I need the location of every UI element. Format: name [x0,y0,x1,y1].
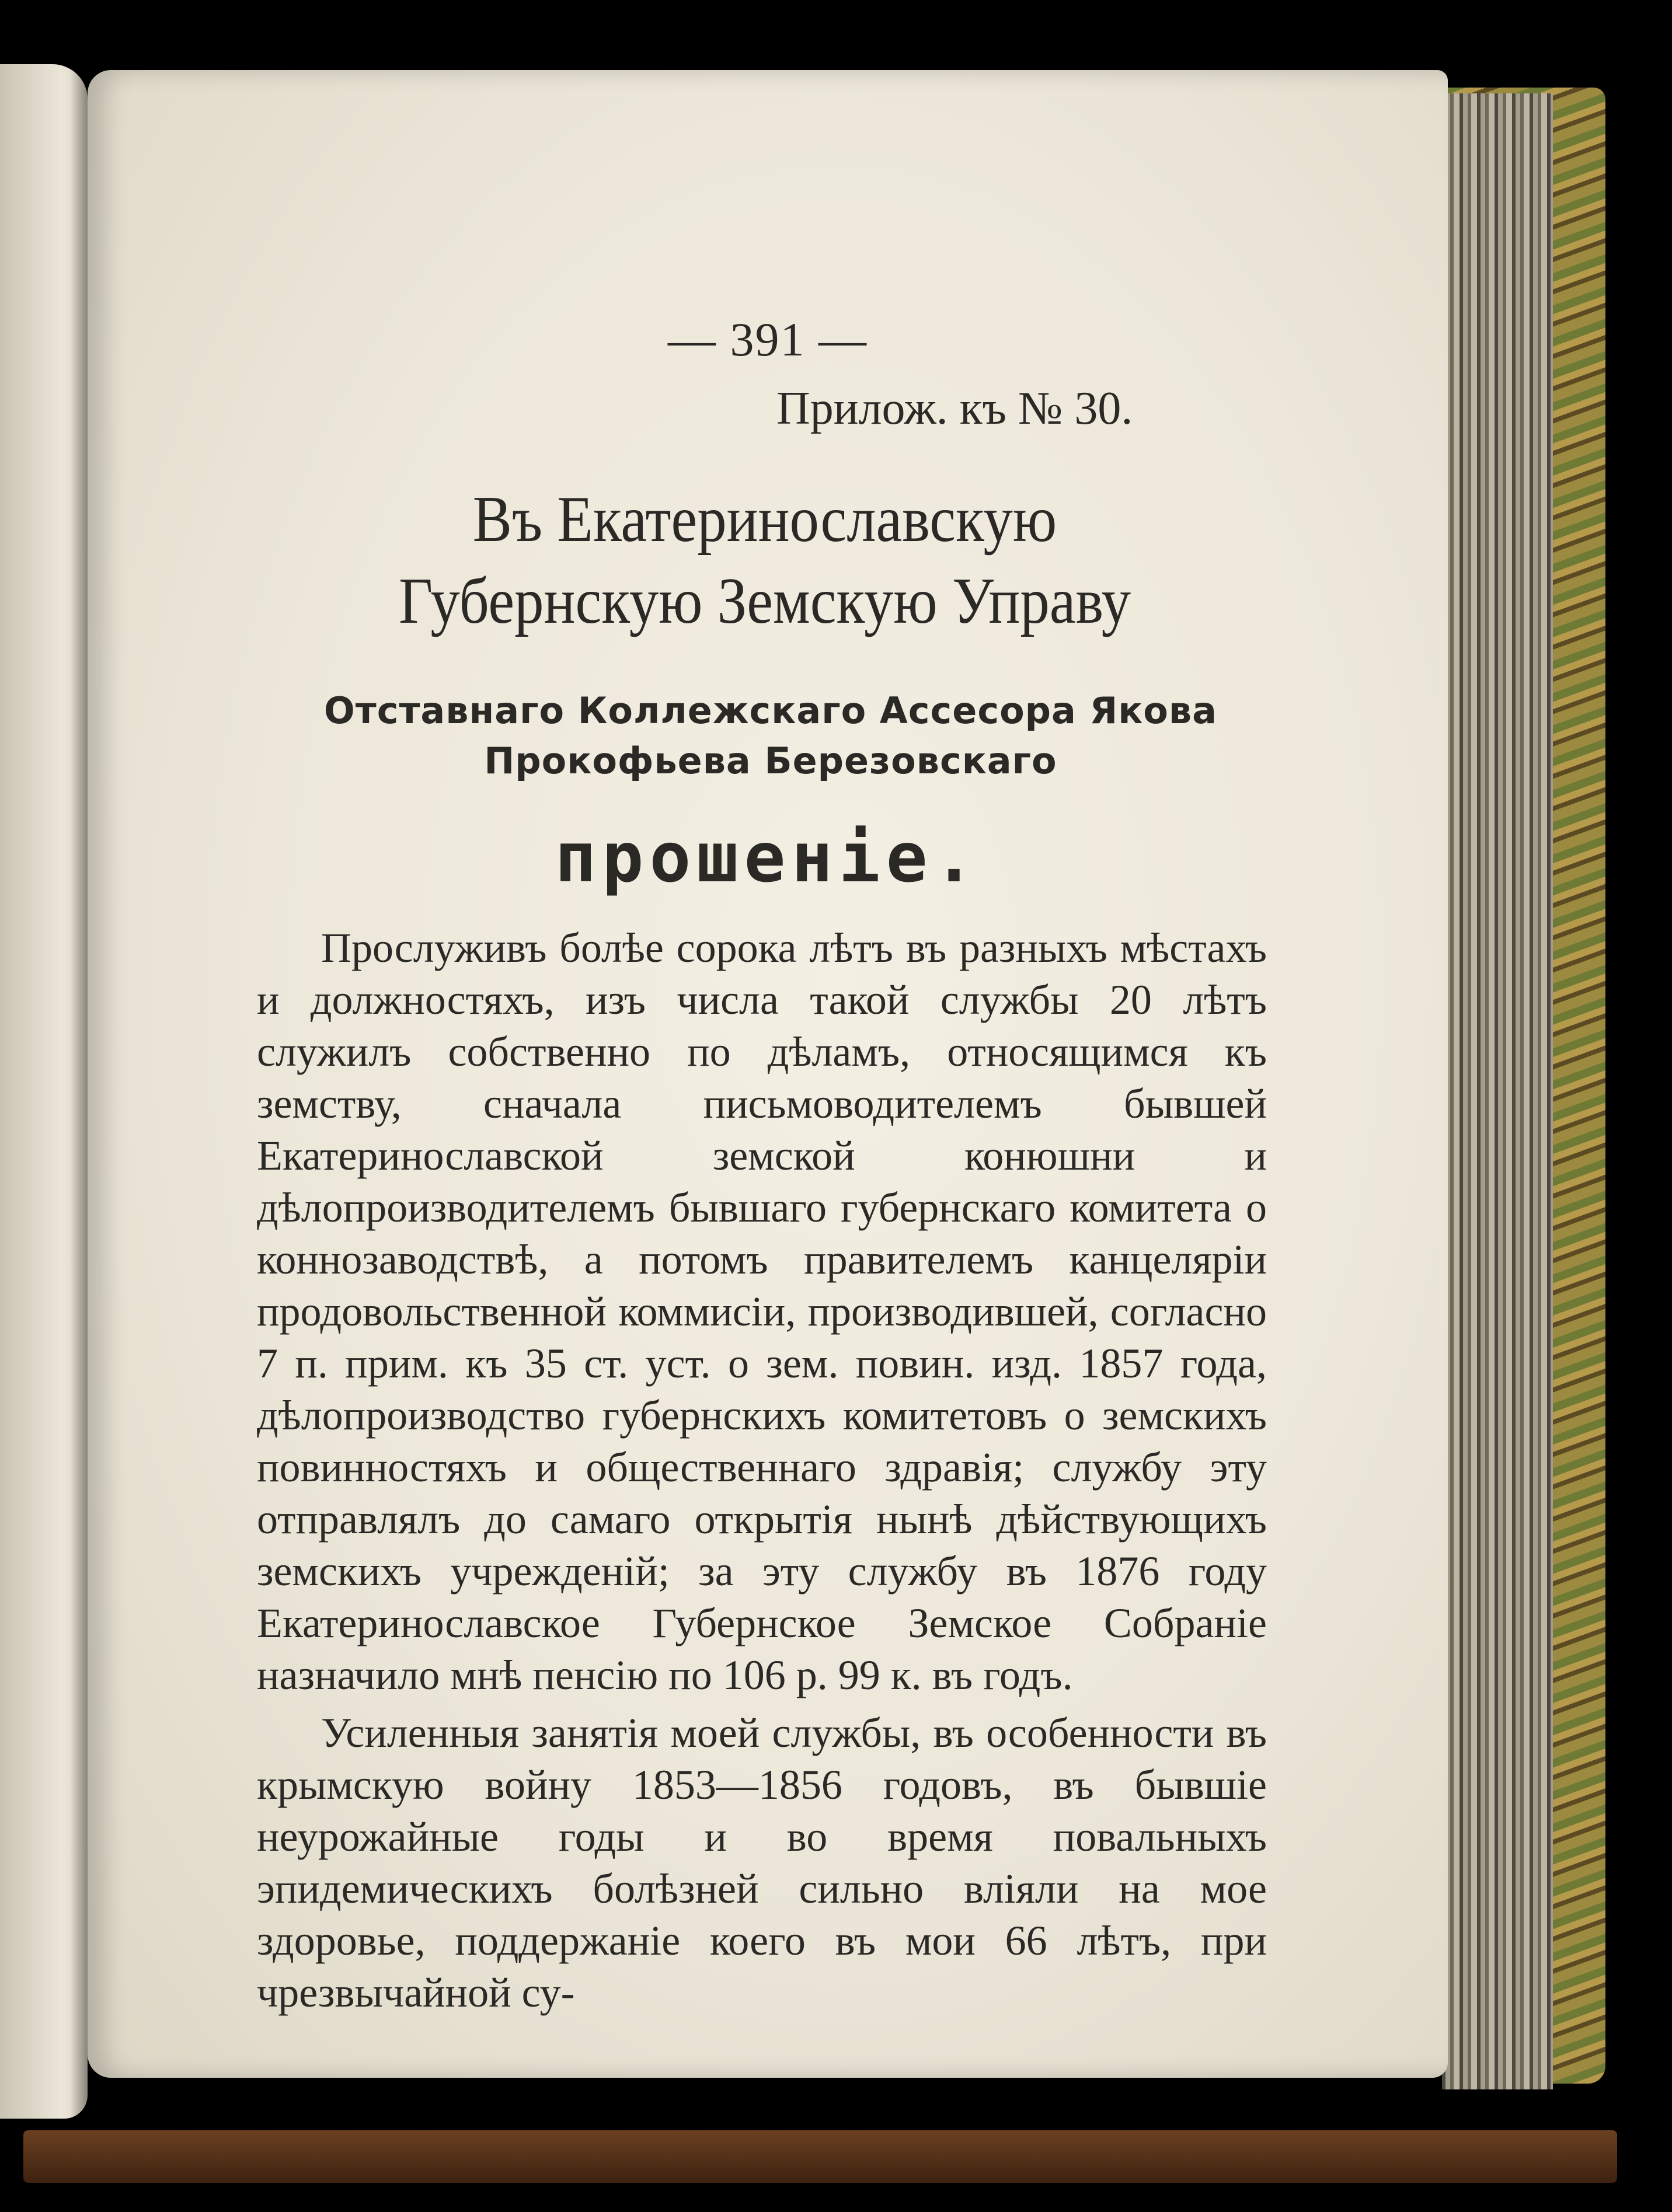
sender-block [239,686,1302,786]
body-text [257,922,1267,2019]
book-cover [23,2130,1617,2183]
addressee-heading: Въ Екатеринославскую Губернскую Земскую Управу [398,483,1131,637]
sender-line-2: Прокофьева Березовскаго [484,739,1057,782]
paragraph-2: Усиленныя занятія моей службы, въ особенности въ крымскую войну 1853—1856 годовъ, въ бывшіе неурожайные годы и во время повальныхъ эпидемическихъ болѣзней сильно вліяли на мое здоровье, поддержаніе коего въ мои 66 лѣтъ, при чрезвычайной су- [257,1709,1267,2016]
page-number: — 391 — [668,313,868,366]
page-stack [1442,93,1553,2089]
appendix-label: Прилож. къ № 30. [776,383,1133,434]
paragraph-1: Прослуживъ болѣе сорока лѣтъ въ разныхъ мѣстахъ и должностяхъ, изъ числа такой службы 20 лѣтъ служилъ собственно по дѣламъ, относящимся къ земству, сначала письмоводителемъ бывшей Екатеринославской земской конюшни и дѣлопроизводителемъ бывшаго губернскаго комитета о коннозаводствѣ, а потомъ правителемъ канцеляріи продовольственной коммисіи, производившей, согласно 7 п. прим. къ 35 ст. уст. о зем. повин. изд. 1857 года, дѣлопроизводство губернскихъ комитетовъ о земскихъ повинностяхъ и общественнаго здравія; службу эту отправлялъ до самаго открытія нынѣ дѣйствующихъ земскихъ учрежденій; за эту службу въ 1876 году Екатеринославское Губернское Земское Собраніе назначило мнѣ пенсію по 106 р. 99 к. въ годъ. [257,924,1267,1698]
sender-line-1: Отставнаго Коллежскаго Ассесора Якова [324,689,1217,732]
book-page [88,70,1448,2078]
document-title: прошеніе. [555,817,981,898]
